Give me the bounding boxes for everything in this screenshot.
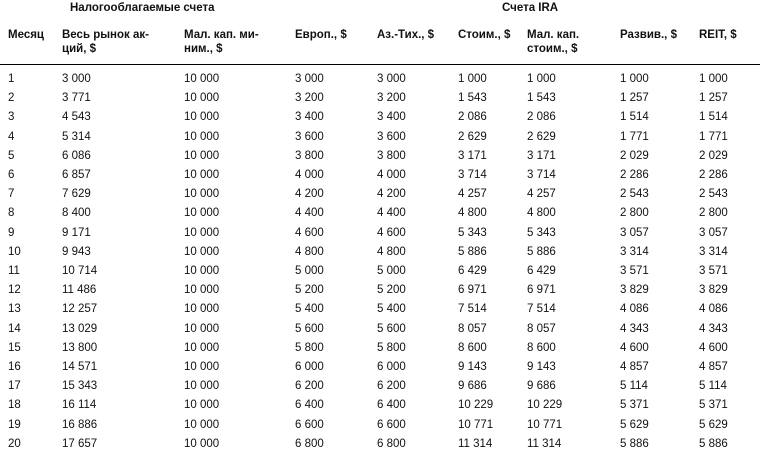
column-header <box>527 28 620 65</box>
table-cell: 4 857 <box>620 361 649 374</box>
table-cell: 3 200 <box>295 92 324 105</box>
column-header <box>295 28 377 65</box>
table-cell: 10 771 <box>458 418 494 431</box>
group-header-taxable: Налогооблагаемые счета <box>70 2 215 14</box>
table-cell: 7 629 <box>62 188 91 201</box>
table-cell: 6 800 <box>295 437 324 450</box>
column-header-line: Развив., $ <box>620 29 677 41</box>
table-cell: 10 000 <box>184 130 220 143</box>
table-cell: 10 714 <box>62 265 98 278</box>
table-cell: 2 800 <box>620 207 649 220</box>
table-cell: 6 400 <box>377 399 406 412</box>
table-cell: 2 800 <box>699 207 728 220</box>
table-cell: 10 000 <box>184 284 220 297</box>
table-cell: 9 943 <box>62 245 91 258</box>
table-cell: 5 600 <box>295 322 324 335</box>
table-cell: 3 057 <box>620 226 649 239</box>
table-cell: 7 514 <box>527 303 556 316</box>
table-cell: 4 200 <box>295 188 324 201</box>
table-cell: 2 029 <box>699 149 728 162</box>
column-header-line: Месяц <box>8 29 44 41</box>
table-cell: 3 571 <box>620 265 649 278</box>
table-cell: 14 571 <box>62 361 98 374</box>
table-cell: 2 543 <box>699 188 728 201</box>
table-cell: 5 343 <box>527 226 556 239</box>
table-cell: 8 057 <box>527 322 556 335</box>
table-cell: 8 600 <box>458 341 487 354</box>
column-header-line: Стоим., $ <box>458 29 511 41</box>
table-cell: 10 000 <box>184 322 220 335</box>
table-row <box>0 281 760 300</box>
table-header-row <box>0 28 760 65</box>
month-cell: 15 <box>8 341 21 354</box>
column-header-line: Аз.-Тих., $ <box>377 29 435 41</box>
table-cell: 1 000 <box>699 73 728 85</box>
table-cell: 4 000 <box>377 169 406 182</box>
table-cell: 1 000 <box>527 73 556 85</box>
month-cell: 12 <box>8 284 21 297</box>
column-header-line: стоим., $ <box>527 43 578 55</box>
table-cell: 9 686 <box>527 380 556 393</box>
table-cell: 5 400 <box>295 303 324 316</box>
table-row <box>0 89 760 108</box>
table-row <box>0 416 760 435</box>
column-header <box>458 28 527 65</box>
table-cell: 3 571 <box>699 265 728 278</box>
table-cell: 4 800 <box>527 207 556 220</box>
table-cell: 4 600 <box>295 226 324 239</box>
table-cell: 2 086 <box>527 111 556 124</box>
column-header-line: REIT, $ <box>699 29 737 41</box>
month-cell: 3 <box>8 111 15 124</box>
table-cell: 5 400 <box>377 303 406 316</box>
table-cell: 9 686 <box>458 380 487 393</box>
table-cell: 4 800 <box>377 245 406 258</box>
table-cell: 4 343 <box>620 322 649 335</box>
column-header <box>377 28 458 65</box>
month-cell: 13 <box>8 303 21 316</box>
table-cell: 5 886 <box>458 245 487 258</box>
month-cell: 17 <box>8 380 21 393</box>
table-row <box>0 339 760 358</box>
table-cell: 10 000 <box>184 418 220 431</box>
table-cell: 17 657 <box>62 437 98 450</box>
table-cell: 1 000 <box>620 73 649 85</box>
table-cell: 3 057 <box>699 226 728 239</box>
table-row <box>0 300 760 319</box>
table-cell: 3 800 <box>377 149 406 162</box>
table-cell: 5 200 <box>295 284 324 297</box>
table-cell: 3 771 <box>62 92 91 105</box>
allocation-table <box>0 28 760 454</box>
table-row <box>0 377 760 396</box>
table-cell: 10 000 <box>184 188 220 201</box>
column-header <box>0 28 62 65</box>
table-cell: 3 171 <box>458 149 487 162</box>
table-cell: 2 629 <box>527 130 556 143</box>
table-cell: 6 400 <box>295 399 324 412</box>
month-cell: 5 <box>8 149 15 162</box>
table-cell: 1 257 <box>699 92 728 105</box>
table-cell: 1 771 <box>699 130 728 143</box>
table-cell: 3 000 <box>377 73 406 85</box>
table-cell: 1 514 <box>620 111 649 124</box>
month-cell: 8 <box>8 207 15 220</box>
table-cell: 1 514 <box>699 111 728 124</box>
table-cell: 10 000 <box>184 149 220 162</box>
table-cell: 6 000 <box>295 361 324 374</box>
table-cell: 3 714 <box>527 169 556 182</box>
table-cell: 13 029 <box>62 322 98 335</box>
table-cell: 10 000 <box>184 437 220 450</box>
table-cell: 6 429 <box>527 265 556 278</box>
month-cell: 20 <box>8 437 21 450</box>
column-header-line: Европ., $ <box>295 29 347 41</box>
table-cell: 4 800 <box>295 245 324 258</box>
table-cell: 10 000 <box>184 169 220 182</box>
table-cell: 2 029 <box>620 149 649 162</box>
table-cell: 10 229 <box>458 399 494 412</box>
table-cell: 3 171 <box>527 149 556 162</box>
table-cell: 3 200 <box>377 92 406 105</box>
group-header-ira: Счета IRA <box>502 2 559 14</box>
column-header-line: Мал. кап. ми- <box>184 29 259 41</box>
month-cell: 2 <box>8 92 15 105</box>
table-cell: 5 886 <box>620 437 649 450</box>
table-cell: 10 000 <box>184 399 220 412</box>
table-cell: 3 400 <box>377 111 406 124</box>
table-cell: 10 000 <box>184 245 220 258</box>
table-cell: 3 829 <box>699 284 728 297</box>
table-cell: 4 400 <box>377 207 406 220</box>
table-cell: 8 600 <box>527 341 556 354</box>
table-row <box>0 108 760 127</box>
table-cell: 2 629 <box>458 130 487 143</box>
table-cell: 5 371 <box>620 399 649 412</box>
table-cell: 1 543 <box>527 92 556 105</box>
table-row <box>0 147 760 166</box>
table-cell: 4 257 <box>527 188 556 201</box>
table-cell: 4 600 <box>377 226 406 239</box>
month-cell: 10 <box>8 245 21 258</box>
table-row <box>0 262 760 281</box>
table-cell: 4 857 <box>699 361 728 374</box>
table-cell: 3 314 <box>699 245 728 258</box>
table-cell: 1 543 <box>458 92 487 105</box>
table-cell: 10 000 <box>184 207 220 220</box>
table-cell: 1 257 <box>620 92 649 105</box>
table-body <box>0 65 760 455</box>
table-cell: 5 371 <box>699 399 728 412</box>
table-cell: 6 200 <box>295 380 324 393</box>
table-cell: 8 400 <box>62 207 91 220</box>
table-cell: 4 400 <box>295 207 324 220</box>
table-cell: 5 629 <box>620 418 649 431</box>
table-cell: 5 800 <box>377 341 406 354</box>
table-cell: 11 314 <box>458 437 493 450</box>
table-cell: 9 143 <box>458 361 487 374</box>
table-cell: 10 000 <box>184 265 220 278</box>
table-cell: 1 771 <box>620 130 649 143</box>
table-cell: 6 971 <box>458 284 487 297</box>
table-cell: 5 000 <box>295 265 324 278</box>
table-cell: 3 829 <box>620 284 649 297</box>
table-cell: 10 771 <box>527 418 563 431</box>
table-cell: 5 314 <box>62 130 91 143</box>
table-cell: 8 057 <box>458 322 487 335</box>
table-cell: 6 800 <box>377 437 406 450</box>
table-cell: 4 600 <box>620 341 649 354</box>
column-header <box>620 28 699 65</box>
table-cell: 10 000 <box>184 92 220 105</box>
table-cell: 5 800 <box>295 341 324 354</box>
table-cell: 10 000 <box>184 111 220 124</box>
column-header-line: Мал. кап. <box>527 29 580 41</box>
column-header <box>62 28 184 65</box>
table-row <box>0 396 760 415</box>
month-cell: 14 <box>8 322 21 335</box>
table-row <box>0 166 760 185</box>
table-cell: 2 543 <box>620 188 649 201</box>
table-cell: 4 800 <box>458 207 487 220</box>
table-cell: 10 000 <box>184 380 220 393</box>
table-cell: 3 400 <box>295 111 324 124</box>
table-cell: 10 000 <box>184 73 220 85</box>
month-cell: 18 <box>8 399 21 412</box>
table-cell: 3 800 <box>295 149 324 162</box>
table-cell: 3 314 <box>620 245 649 258</box>
month-cell: 19 <box>8 418 21 431</box>
table-cell: 2 086 <box>458 111 487 124</box>
table-cell: 2 286 <box>620 169 649 182</box>
month-cell: 11 <box>8 265 20 278</box>
table-row <box>0 70 760 89</box>
table-cell: 4 086 <box>699 303 728 316</box>
table-cell: 4 343 <box>699 322 728 335</box>
table-cell: 11 314 <box>527 437 562 450</box>
table-row <box>0 435 760 454</box>
table-cell: 6 086 <box>62 149 91 162</box>
table-cell: 5 114 <box>620 380 648 393</box>
table-cell: 13 800 <box>62 341 98 354</box>
table-row <box>0 358 760 377</box>
table-cell: 6 600 <box>377 418 406 431</box>
table-cell: 10 000 <box>184 361 220 374</box>
table-cell: 15 343 <box>62 380 98 393</box>
table-row <box>0 320 760 339</box>
table-cell: 16 114 <box>62 399 97 412</box>
table-cell: 5 114 <box>699 380 727 393</box>
table-cell: 2 286 <box>699 169 728 182</box>
table-cell: 10 000 <box>184 303 220 316</box>
table-cell: 12 257 <box>62 303 98 316</box>
table-cell: 4 543 <box>62 111 91 124</box>
table-cell: 4 086 <box>620 303 649 316</box>
table-cell: 3 000 <box>62 73 91 85</box>
table-cell: 6 200 <box>377 380 406 393</box>
table-cell: 9 171 <box>62 226 91 239</box>
table-cell: 6 600 <box>295 418 324 431</box>
table-cell: 6 000 <box>377 361 406 374</box>
column-header-line: ним., $ <box>184 43 223 55</box>
table-row <box>0 204 760 223</box>
column-header <box>184 28 295 65</box>
table-cell: 3 714 <box>458 169 487 182</box>
table-cell: 5 000 <box>377 265 406 278</box>
month-cell: 1 <box>8 73 15 85</box>
table-cell: 3 000 <box>295 73 324 85</box>
table-cell: 4 200 <box>377 188 406 201</box>
table-cell: 5 343 <box>458 226 487 239</box>
column-header <box>699 28 760 65</box>
table-cell: 11 486 <box>62 284 97 297</box>
month-cell: 7 <box>8 188 15 201</box>
table-cell: 5 886 <box>527 245 556 258</box>
table-cell: 5 200 <box>377 284 406 297</box>
table-cell: 3 600 <box>377 130 406 143</box>
table-cell: 9 143 <box>527 361 556 374</box>
table-cell: 6 857 <box>62 169 91 182</box>
table-cell: 4 600 <box>699 341 728 354</box>
table-row <box>0 128 760 147</box>
table-cell: 1 000 <box>458 73 487 85</box>
month-cell: 4 <box>8 130 15 143</box>
column-header-line: Весь рынок ак- <box>62 29 149 41</box>
table-cell: 10 229 <box>527 399 563 412</box>
table-row <box>0 185 760 204</box>
table-row <box>0 224 760 243</box>
table-cell: 3 600 <box>295 130 324 143</box>
table-cell: 7 514 <box>458 303 487 316</box>
table-cell: 5 629 <box>699 418 728 431</box>
table-cell: 10 000 <box>184 226 220 239</box>
table-cell: 16 886 <box>62 418 98 431</box>
column-header-line: ций, $ <box>62 43 96 55</box>
table-cell: 6 971 <box>527 284 556 297</box>
table-cell: 10 000 <box>184 341 220 354</box>
table-cell: 4 000 <box>295 169 324 182</box>
table-cell: 4 257 <box>458 188 487 201</box>
table-cell: 6 429 <box>458 265 487 278</box>
table-cell: 5 886 <box>699 437 728 450</box>
month-cell: 16 <box>8 361 21 374</box>
month-cell: 9 <box>8 226 15 239</box>
table-cell: 5 600 <box>377 322 406 335</box>
table-row <box>0 243 760 262</box>
month-cell: 6 <box>8 169 15 182</box>
